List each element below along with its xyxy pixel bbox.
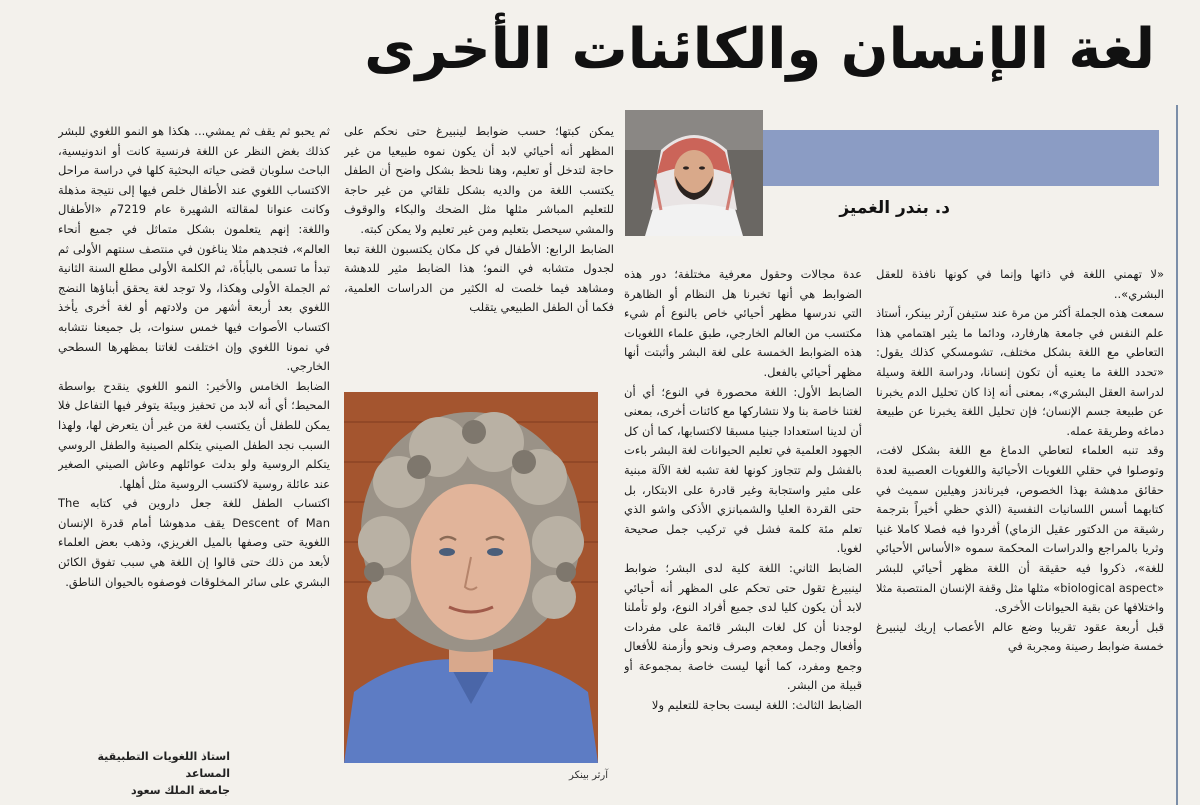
portrait-photo [344,392,598,763]
portrait-caption: آرثر بينكر [569,770,608,781]
portrait-photo-illustration [344,392,598,763]
paragraph: الضابط الأول: اللغة محصورة في النوع؛ أي أن لغتنا خاصة بنا ولا نتشاركها مع كائنات أخرى، بمعنى أن لدينا استعدادا جينيا مسبقا لاكتسابها، كما أن كل الجهود العلمية في تعليم الحيوانات لغة البشر باءت بالفشل ولم تتجاوز كونها لغة تشبه لغة الآلة مبنية على مثير واستجابة وغير قادرة على الابتكار، بل حتى القردة العليا والشمبانزي الأذكى واشو الذي تعلم مئة كلمة فشل في تركيب جمل صحيحة لغويا. [624,384,862,556]
signature-line-title: استاذ اللغويات التطبيقية المساعد [97,750,230,780]
paragraph: عدة مجالات وحقول معرفية مختلفة؛ دور هذه الضوابط هي أنها تخبرنا هل النظام أو الظاهرة التي ندرسها مظهر أحيائي خاص بالنوع أم شيء مكتسب من العالم الخارجي، طبق علماء اللغويات هذه الضوابط الخمسة على لغة البشر وأثبتت أنها مظهر أحيائي بالفعل. [624,267,862,379]
article-column-2 [624,265,862,798]
paragraph: وقد تنبه العلماء لتعاطي الدماغ مع اللغة بشكل لافت، وتوصلوا في حقلي اللغويات الأحيائية واللغويات العصبية لعدة حقائق مدهشة بهذا الخصوص، فيرناندز وهيلين سميث في كتابهما أسس اللسانيات النفسية (الذي حظي أخيراً بترجمة رشيقة من الدكتور عقيل الزماي) أفردوا فيه فصلا كاملا غنيا وثريا بالمراجع والدراسات المحكمة سموه «الأساس الأحيائي للغة»، ذكروا فيه حقيقة أن اللغة مظهر أحيائي للبشر «biological aspect» مثلها مثل وقفة الإنسان المنتصبة مثلا واختلافها عن بقية الحيوانات الأخرى. [876,443,1164,615]
paragraph: «لا تهمني اللغة في ذاتها وإنما في كونها نافذة للعقل البشري».. [876,267,1164,301]
article-column-1 [876,265,1164,798]
paragraph: الضابط الثاني: اللغة كلية لدى البشر؛ ضوابط لينبيرغ تقول حتى تحكم على المظهر أنه أحيائي لابد أن يكون كليا لدى جميع أفراد النوع، ولو تأملنا لوجدنا أن كل لغات البشر قائمة على مفردات وأفعال وجمل ومعجم وصرف ونحو وأزمنة للأفعال وجمع ومفرد، كما أنها ليست خاصة بمجموعة أو قبيلة من البشر. [624,560,862,693]
signature-line-university: جامعة الملك سعود [131,784,230,797]
article-title: لغة الإنسان والكائنات الأخرى [364,17,1155,82]
paragraph: قبل أربعة عقود تقريبا وضع عالم الأعصاب إريك لينبيرغ خمسة ضوابط رصينة ومجربة في [876,619,1164,654]
author-photo-illustration [625,110,763,236]
article-column-4 [58,122,330,734]
author-byline: د. بندر الغميز [839,198,950,218]
author-photo [625,110,763,236]
paragraph: الضابط الرابع: الأطفال في كل مكان يكتسبون اللغة تبعا لجدول متشابه في النمو؛ هذا الضابط مثير للدهشة ومشاهد فيما خلصت له الكثير من الدراسات العلمية، فكما أن الطفل الطبيعي يتقلب [344,241,614,315]
paragraph: الضابط الخامس والأخير: النمو اللغوي ينقدح بواسطة المحيط؛ أي أنه لابد من تحفيز وبيئة يتوفر فيها التفاعل فلا يمكن للطفل أن يكتسب لغة من غير أن يتعرض لها، ولهذا السبب نجد الطفل الصيني يتكلم الصينية والطفل الروسي يتكلم الروسية ولو بدلت عوائلهم وعاش الصيني الصغير عند عائلة روسية لاكتسب الروسية مثل أهلها. [58,378,330,491]
paragraph: الضابط الثالث: اللغة ليست بحاجة للتعليم ولا [651,698,862,713]
paragraph: ثم يحبو ثم يقف ثم يمشي... هكذا هو النمو اللغوي للبشر كذلك بغض النظر عن اللغة فرنسية كانت أو اندونيسية، الباحث سلوبان قضى حياته البحثية كلها في دراسة مراحل الاكتساب اللغوي عند الأطفال خلص فيها إلى نتيجة مذهلة وكانت عنوانا لمقالته الشهيرة عام 7219م «الأطفال واللغة: إنهم يتعلمون بشكل متماثل في جميع أنحاء العالم»، فتجدهم مثلا يناغون في منتصف سنتهم الأولى ثم تبدأ ما تسمى بالبأبأة، ثم الكلمة الأولى مطلع السنة الثانية ثم الجملة الأولى وهكذا، ولا توجد لغة يحقق أبناؤها النضج اللغوي بعد أربعة أشهر من ولادتهم أو لغة أخرى يأخذ اكتساب الأصوات فيها خمس سنوات، بل جميعنا نتشابه في نمونا اللغوي وإن اختلفت لغاتنا بمظهرها السطحي الخارجي. [58,124,330,374]
page-edge-rule [1176,105,1178,805]
paragraph: يمكن كبتها؛ حسب ضوابط لينبيرغ حتى نحكم على المظهر أنه أحيائي لابد أن يكون نموه طبيعيا من غير حاجة لتدخل أو تعليم، وهنا نلحظ بشكل واضح أن الطفل يكتسب اللغة من والديه بشكل تلقائي من غير حاجة للتعليم المباشر مثلها مثل الضحك والبكاء والوقوف والمشي سيحصل بتعليم ومن غير تعليم ولا يمكن كبته. [344,124,614,236]
paragraph: اكتساب الطفل للغة جعل داروين في كتابه The Descent of Man يقف مدهوشا أمام قدرة الإنسان اللغوية حتى وصفها بالميل الغريزي، وذهب بعض العلماء لأبعد من ذلك حتى قالوا إن اللغة هي سبب تفوق الكائن البشري على سائر المخلوقات فوصفوه بالحيوان الناطق. [58,496,330,589]
author-signature [58,748,230,799]
author-band [763,130,1159,186]
article-column-3 [344,122,614,384]
paragraph: سمعت هذه الجملة أكثر من مرة عند ستيفن آرثر بينكر، أستاذ علم النفس في جامعة هارفارد، ودائما ما يثير اهتمامي هذا التعاطي مع اللغة بشكل مختلف، تشومسكي كذلك يقول: «تحدد اللغة ما يعنيه أن تكون إنسانا، ودراسة اللغة وسيلة لدراسة العقل البشري»، بمعنى أنه إذا كان تحليل الدم يخبرنا عن طبيعة جسم الإنسان؛ فإن تحليل اللغة يخبرنا عن طبيعة دماغه وطريقة عمله. [876,306,1164,438]
